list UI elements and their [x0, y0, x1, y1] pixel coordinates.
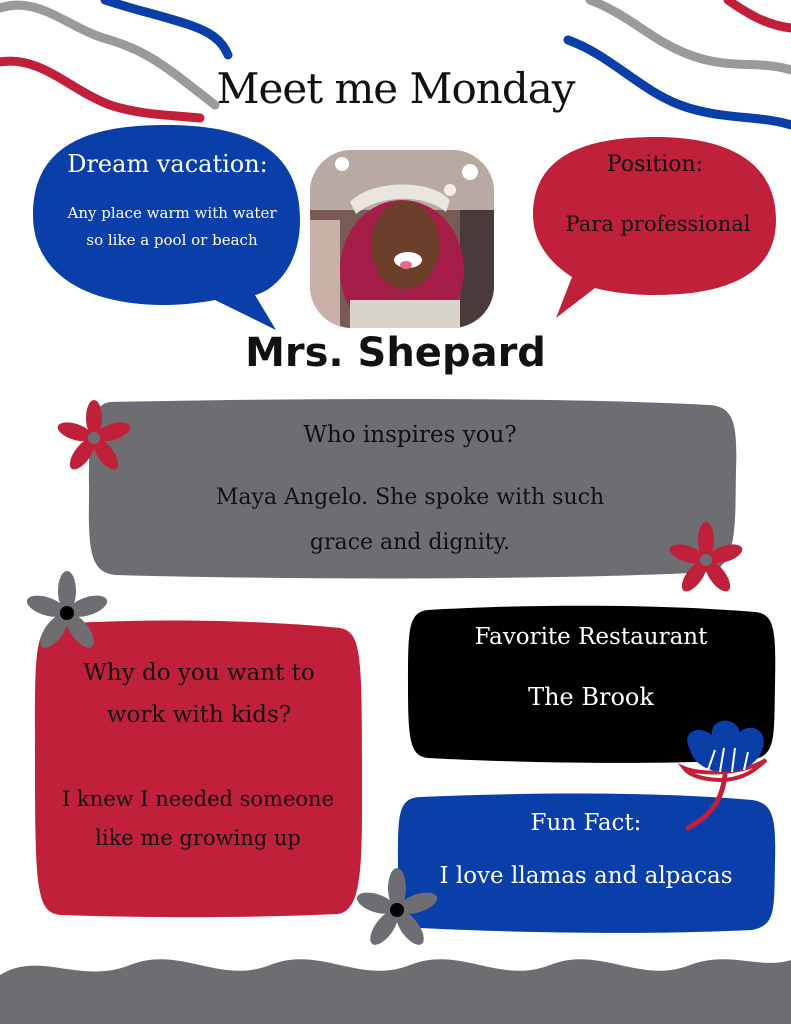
bottom-wave	[0, 959, 791, 1024]
kids-question-line1: Why do you want to	[83, 660, 315, 686]
inspires-question: Who inspires you?	[303, 422, 517, 448]
wave-line	[590, 0, 791, 70]
wave-line	[728, 0, 791, 28]
inspires-answer-line2: grace and dignity.	[309, 530, 511, 555]
page-title: Meet me Monday	[216, 64, 575, 113]
restaurant-value: The Brook	[528, 683, 654, 711]
position-value: Para professional	[565, 212, 751, 236]
fun-fact-value: I love llamas and alpacas	[439, 863, 733, 889]
dream-vacation-line2: so like a pool or beach	[86, 231, 258, 249]
restaurant-heading: Favorite Restaurant	[474, 624, 708, 650]
kids-answer-line2: like me growing up	[95, 826, 301, 850]
dream-vacation-line1: Any place warm with water	[67, 204, 277, 222]
portrait-image	[310, 150, 494, 328]
fun-fact-heading: Fun Fact:	[530, 810, 642, 836]
inspires-answer-line1: Maya Angelo. She spoke with such	[215, 485, 605, 510]
position-heading: Position:	[606, 152, 704, 177]
kids-answer-line1: I knew I needed someone	[62, 787, 334, 811]
profile-photo	[310, 150, 494, 328]
dream-vacation-heading: Dream vacation:	[67, 150, 268, 178]
person-name: Mrs. Shepard	[245, 330, 546, 376]
kids-question-line2: work with kids?	[106, 702, 292, 728]
